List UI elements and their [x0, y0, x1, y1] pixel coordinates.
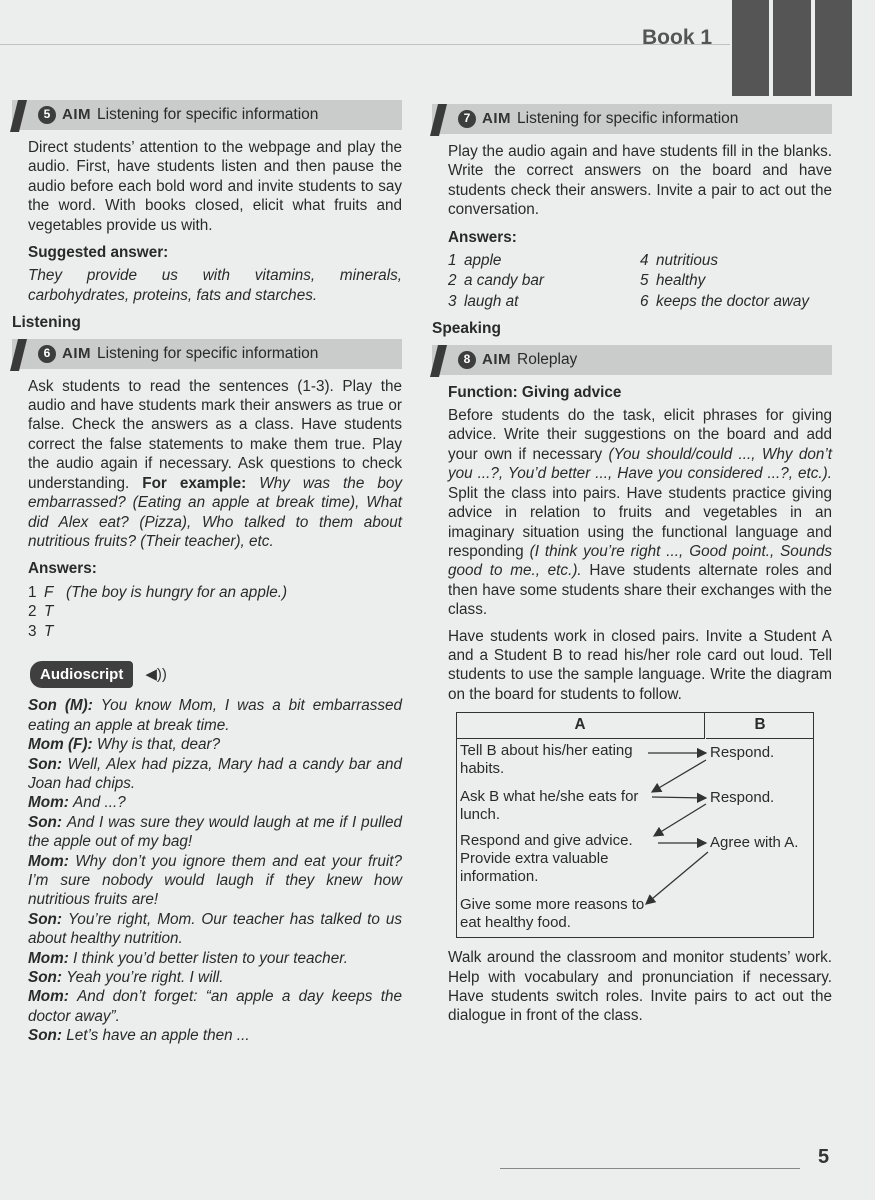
- aim-bar-8: [432, 345, 832, 375]
- answer-item: [448, 271, 640, 290]
- script-line: [28, 813, 402, 852]
- section-7-body: [432, 142, 832, 311]
- page-number: 5: [818, 1146, 830, 1168]
- script-line: [28, 852, 402, 910]
- answer-letter: T: [44, 622, 54, 640]
- column-b-header: B: [706, 712, 814, 739]
- instructions: Direct students’ attention to the webpage and play the audio. First, have students listen and then pause the audio before each bold word and invite students to say the word. With books closed, elicit what fruits and vegetables provide us with.: [28, 139, 402, 234]
- for-example-label: For example:: [142, 474, 247, 492]
- answer-number: 1: [448, 252, 457, 270]
- speaking-heading: Speaking: [432, 320, 501, 338]
- answer-number: 1: [28, 583, 37, 601]
- line-text: Let’s have an apple then ...: [66, 1027, 250, 1045]
- aim-bar-6: [12, 339, 402, 369]
- footer-rule: [500, 1168, 800, 1169]
- role-b-step-1: Respond.: [710, 744, 775, 762]
- text: Split the class into pairs. Have students practice giving advice in relation to fruits and vegetables in an imaginary situation using the functional language and responding: [448, 484, 832, 560]
- answer-text: nutritious: [656, 252, 719, 270]
- speaker-label: Son:: [28, 969, 62, 987]
- answer-text: apple: [464, 252, 502, 270]
- header-tab-bars: [732, 0, 852, 96]
- aim-title: Listening for specific information: [97, 106, 319, 124]
- aim-title: Listening for specific information: [517, 110, 739, 128]
- section-8-closing: [432, 948, 832, 1026]
- example-phrases: (You should/could ..., Why don’t you ...?, You’d better ..., Have you considered ...?, etc.).: [448, 445, 832, 483]
- suggested-answer-heading: Suggested answer:: [28, 244, 169, 262]
- answers-grid: [448, 251, 832, 311]
- script-line: [28, 968, 402, 987]
- speaker-label: Son:: [28, 1027, 62, 1045]
- left-column: [12, 100, 402, 1046]
- example-questions: Why was the boy embarrassed? (Eating an apple at break time), What did Alex eat? (Pizza), Who talked to them about nutritious fruits? (Their teacher), etc.: [28, 474, 402, 550]
- header-rule: [0, 44, 730, 45]
- line-text: You know Mom, I was a bit embarrassed eating an apple at break time.: [28, 697, 403, 734]
- line-text: Well, Alex had pizza, Mary had a candy bar and Joan had chips.: [28, 755, 403, 792]
- answer-text: keeps the doctor away: [656, 292, 810, 310]
- aim-bar-5: [12, 100, 402, 130]
- line-text: And don’t forget: “an apple a day keeps the doctor away”.: [28, 988, 403, 1025]
- answer-item: [448, 251, 640, 270]
- listening-heading: Listening: [12, 314, 81, 332]
- section-8-body: [432, 383, 832, 705]
- slash-decoration: [430, 345, 447, 377]
- role-a-step-1: Tell B about his/her eating habits.: [460, 742, 633, 778]
- answer-number: 2: [28, 603, 37, 621]
- suggested-answer: They provide us with vitamins, minerals, carbohydrates, proteins, fats and starches.: [28, 267, 402, 304]
- answer-letter: F: [44, 583, 54, 601]
- aim-title: Roleplay: [517, 350, 578, 368]
- audioscript-body: [12, 696, 402, 1045]
- function-heading: Function: Giving advice: [448, 383, 622, 401]
- answer-letter: T: [44, 603, 54, 621]
- role-a-step-2: Ask B what he/she eats for lunch.: [460, 788, 639, 824]
- line-text: Why is that, dear?: [96, 736, 221, 754]
- line-text: I think you’d better listen to your teacher.: [73, 949, 348, 967]
- answer-text: healthy: [656, 272, 706, 290]
- example-responses: (I think you’re right ..., Good point., Sounds good to me., etc.).: [448, 542, 832, 580]
- answer-text: laugh at: [464, 292, 519, 310]
- instructions: [28, 377, 402, 552]
- line-text: Yeah you’re right. I will.: [66, 969, 224, 987]
- script-line: [28, 793, 402, 812]
- flow-arrows: [456, 712, 814, 938]
- aim-number: 7: [458, 110, 476, 128]
- script-line: [28, 696, 402, 735]
- answer-number: 3: [448, 292, 457, 310]
- answer-number: 6: [640, 292, 649, 310]
- instructions: Play the audio again and have students fill in the blanks. Write the correct answers on the board and have students check their answers. Invite a pair to act out the conversation.: [448, 143, 832, 219]
- aim-number: 5: [38, 106, 56, 124]
- audioscript-label: [30, 661, 133, 688]
- speaker-label: Son:: [28, 910, 62, 928]
- answer-item: [448, 292, 640, 311]
- slash-decoration: [10, 100, 27, 132]
- script-line: [28, 949, 402, 968]
- aim-label: AIM: [62, 106, 91, 124]
- role-a-step-4: Give some more reasons to eat healthy food.: [460, 896, 645, 932]
- aim-number: 6: [38, 345, 56, 363]
- section-5-body: [12, 138, 402, 305]
- script-line: [28, 1026, 402, 1045]
- instructions-3: Walk around the classroom and monitor students’ work. Help with vocabulary and pronunciation if necessary. Have students switch roles. Invite pairs to act out the dialogue in front of the class.: [448, 949, 832, 1025]
- arrow-a2-to-b2: [652, 797, 706, 798]
- answers-list: [28, 583, 402, 641]
- answer-item: [640, 251, 832, 270]
- answer-item: [28, 622, 402, 641]
- answer-item: [28, 583, 402, 602]
- arrow-b2-to-a3: [654, 804, 706, 836]
- speaker-label: Mom (F):: [28, 736, 93, 754]
- answer-item: [640, 271, 832, 290]
- instructions-text: Ask students to read the sentences (1-3). Play the audio and have students mark their answers as true or false. Check the answers as a class. Have students correct the false statements to make them true. Play the audio again if necessary. Ask questions to check understanding.: [28, 377, 402, 492]
- column-a-header: A: [456, 712, 705, 739]
- answer-number: 4: [640, 252, 649, 270]
- text: Before students do the task, elicit phrases for giving advice. Write their suggestions on the board and add your own if necessary: [448, 407, 832, 463]
- speaker-icon: ◀)): [145, 665, 167, 683]
- line-text: And I was sure they would laugh at me if I pulled the apple out of my bag!: [28, 813, 403, 851]
- aim-title: Listening for specific information: [97, 344, 319, 362]
- line-text: You’re right, Mom. Our teacher has talked to us about healthy nutrition.: [28, 910, 403, 948]
- aim-label: AIM: [482, 350, 511, 368]
- script-line: [28, 987, 402, 1026]
- speaker-label: Mom:: [28, 852, 69, 870]
- answer-item: [640, 292, 832, 311]
- script-line: [28, 735, 402, 754]
- role-b-step-2: Respond.: [710, 789, 775, 807]
- text: Have students alternate roles and then have some students share their exchanges with the class.: [448, 562, 833, 619]
- arrow-b1-to-a2: [652, 760, 706, 792]
- answer-correction: (The boy is hungry for an apple.): [66, 583, 288, 601]
- right-column: [432, 104, 832, 1033]
- answers-heading: Answers:: [28, 560, 97, 578]
- speaker-label: Mom:: [28, 988, 69, 1006]
- answer-number: 5: [640, 272, 649, 290]
- answer-text: a candy bar: [464, 272, 544, 290]
- line-text: And ...?: [73, 794, 126, 812]
- instructions-1: [448, 406, 832, 619]
- answer-item: [28, 602, 402, 621]
- aim-number: 8: [458, 351, 476, 369]
- speaker-label: Mom:: [28, 949, 69, 967]
- slash-decoration: [430, 104, 447, 136]
- audioscript-text: Audioscript: [40, 665, 124, 683]
- role-b-step-3: Agree with A.: [710, 834, 799, 852]
- script-line: [28, 910, 402, 949]
- instructions-2: Have students work in closed pairs. Invite a Student A and a Student B to read his/her role card out loud. Tell students to use the sample language. Write the diagram on the board for students to follow.: [448, 627, 832, 703]
- section-6-body: [12, 377, 402, 641]
- answer-number: 2: [448, 272, 457, 290]
- line-text: Why don’t you ignore them and eat your fruit? I’m sure nobody would laugh if they knew how nutritious fruits are!: [28, 852, 403, 909]
- script-line: [28, 755, 402, 794]
- speaker-label: Mom:: [28, 794, 69, 812]
- aim-label: AIM: [62, 344, 91, 362]
- arrow-b3-to-a4: [646, 852, 708, 904]
- role-a-step-3: Respond and give advice. Provide extra valuable information.: [460, 832, 633, 886]
- speaker-label: Son (M):: [28, 697, 93, 715]
- slash-decoration: [10, 339, 27, 371]
- speaker-label: Son:: [28, 813, 62, 831]
- aim-label: AIM: [482, 110, 511, 128]
- speaker-label: Son:: [28, 755, 62, 773]
- book-title: Book 1: [642, 26, 713, 49]
- answers-heading: Answers:: [448, 228, 517, 246]
- roleplay-diagram: [456, 712, 814, 938]
- aim-bar-7: [432, 104, 832, 134]
- answer-number: 3: [28, 622, 37, 640]
